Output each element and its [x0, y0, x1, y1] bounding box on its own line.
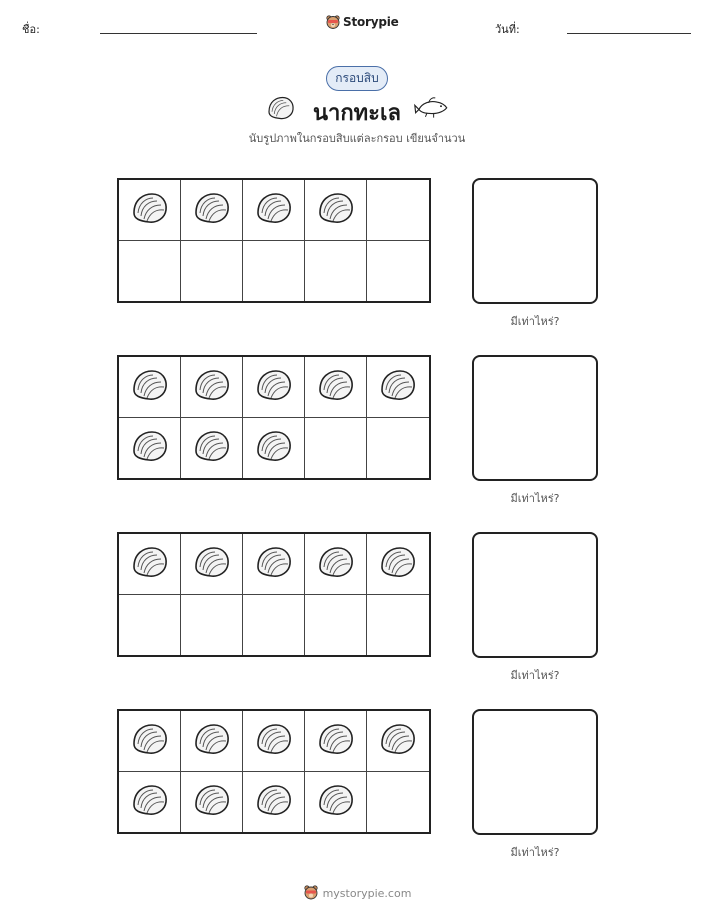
- clam-icon: [130, 191, 170, 229]
- answer-box-1[interactable]: [472, 178, 598, 304]
- ten-frame-cell: [367, 180, 429, 241]
- answer-prompt-2: มีเท่าไหร่?: [510, 492, 560, 505]
- ten-frame-cell: [367, 595, 429, 656]
- ten-frame-cell: [181, 357, 243, 418]
- ten-frame-cell: [305, 241, 367, 302]
- date-label: วันที่:: [495, 23, 520, 36]
- answer-box-4[interactable]: [472, 709, 598, 835]
- ten-frame-cell: [305, 180, 367, 241]
- ten-frame-cell: [367, 534, 429, 595]
- bear-mascot-icon: [325, 14, 341, 30]
- ten-frame-cell: [119, 595, 181, 656]
- clam-icon: [254, 368, 294, 406]
- ten-frame-2: [117, 355, 431, 480]
- worksheet-title: นากทะเล: [312, 101, 402, 126]
- ten-frame-cell: [119, 534, 181, 595]
- ten-frame-cell: [305, 711, 367, 772]
- answer-prompt-1: มีเท่าไหร่?: [510, 315, 560, 328]
- clam-icon: [378, 545, 418, 583]
- instructions: นับรูปภาพในกรอบสิบแต่ละกรอบ เขียนจำนวน: [248, 132, 466, 145]
- clam-icon: [192, 722, 232, 760]
- ten-frame-cell: [119, 772, 181, 833]
- ten-frame-4: [117, 709, 431, 834]
- clam-icon: [130, 368, 170, 406]
- clam-icon: [378, 368, 418, 406]
- clam-icon: [192, 545, 232, 583]
- clam-icon: [254, 722, 294, 760]
- topic-badge: กรอบสิบ: [326, 66, 388, 91]
- ten-frame-cell: [243, 357, 305, 418]
- clam-icon: [130, 545, 170, 583]
- clam-icon: [254, 429, 294, 467]
- answer-prompt-4: มีเท่าไหร่?: [510, 846, 560, 859]
- ten-frame-cell: [181, 180, 243, 241]
- ten-frame-cell: [243, 241, 305, 302]
- clam-icon: [316, 368, 356, 406]
- answer-box-3[interactable]: [472, 532, 598, 658]
- ten-frame-cell: [181, 418, 243, 479]
- clam-icon: [130, 429, 170, 467]
- ten-frame-cell: [181, 534, 243, 595]
- clam-icon: [192, 783, 232, 821]
- bear-mascot-icon: [303, 884, 319, 902]
- ten-frame-cell: [305, 595, 367, 656]
- ten-frame-cell: [367, 711, 429, 772]
- clam-icon: [192, 368, 232, 406]
- ten-frame-cell: [367, 772, 429, 833]
- clam-icon: [316, 722, 356, 760]
- ten-frame-cell: [367, 241, 429, 302]
- sea-otter-icon: [414, 93, 450, 121]
- ten-frame-cell: [181, 241, 243, 302]
- clam-icon: [130, 783, 170, 821]
- ten-frame-cell: [305, 772, 367, 833]
- brand-logo: [325, 14, 399, 30]
- ten-frame-cell: [243, 772, 305, 833]
- ten-frame-3: [117, 532, 431, 657]
- clam-icon: [316, 783, 356, 821]
- clam-icon: [254, 783, 294, 821]
- ten-frame-1: [117, 178, 431, 303]
- ten-frame-cell: [119, 180, 181, 241]
- ten-frame-cell: [305, 357, 367, 418]
- ten-frame-cell: [119, 418, 181, 479]
- footer-url[interactable]: mystorypie.com: [322, 886, 412, 900]
- clam-icon: [192, 429, 232, 467]
- answer-box-2[interactable]: [472, 355, 598, 481]
- ten-frame-cell: [243, 180, 305, 241]
- ten-frame-cell: [181, 595, 243, 656]
- ten-frame-cell: [243, 595, 305, 656]
- ten-frame-cell: [119, 357, 181, 418]
- clam-icon: [254, 191, 294, 229]
- ten-frame-cell: [243, 711, 305, 772]
- ten-frame-cell: [305, 534, 367, 595]
- ten-frame-cell: [305, 418, 367, 479]
- brand-name: Storypie: [343, 15, 399, 29]
- ten-frame-cell: [119, 241, 181, 302]
- ten-frame-cell: [243, 534, 305, 595]
- ten-frame-cell: [181, 772, 243, 833]
- date-field[interactable]: [567, 33, 691, 34]
- name-label: ชื่อ:: [22, 23, 40, 36]
- ten-frame-cell: [243, 418, 305, 479]
- name-field[interactable]: [100, 33, 257, 34]
- ten-frame-cell: [367, 357, 429, 418]
- ten-frame-cell: [119, 711, 181, 772]
- footer: [0, 884, 714, 902]
- ten-frame-cell: [181, 711, 243, 772]
- clam-icon: [316, 545, 356, 583]
- ten-frame-cell: [367, 418, 429, 479]
- clam-icon: [130, 722, 170, 760]
- clam-icon: [378, 722, 418, 760]
- clam-icon: [254, 545, 294, 583]
- clam-icon: [316, 191, 356, 229]
- clam-icon: [192, 191, 232, 229]
- answer-prompt-3: มีเท่าไหร่?: [510, 669, 560, 682]
